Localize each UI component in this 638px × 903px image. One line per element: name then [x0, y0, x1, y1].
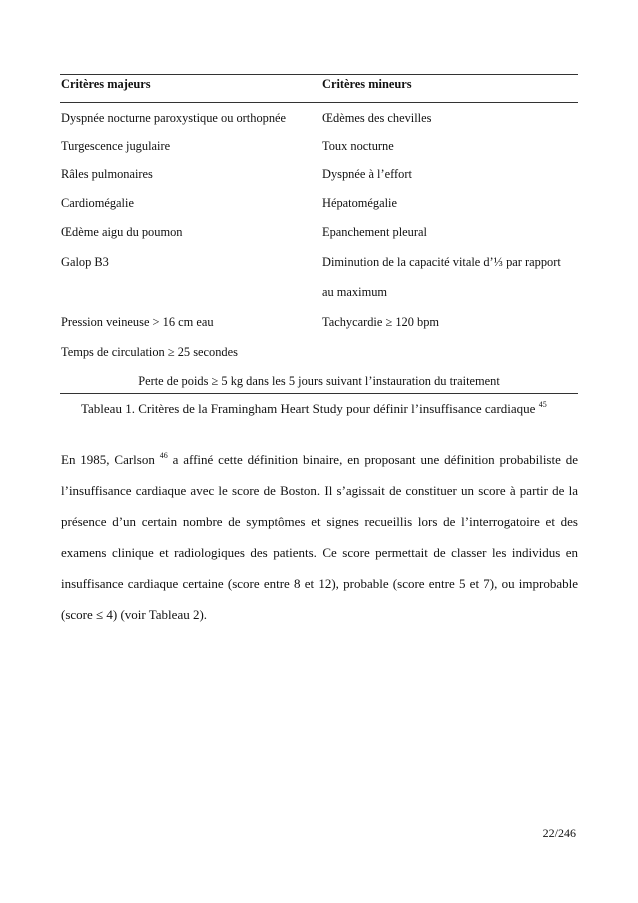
table-cell-minor: au maximum: [322, 285, 388, 299]
table-cell-major: Galop B3: [61, 255, 109, 269]
paragraph-lead: En 1985, Carlson: [61, 452, 155, 467]
caption-reference: 45: [538, 400, 547, 409]
table-cell-minor: Tachycardie ≥ 120 bpm: [322, 315, 440, 329]
table-cell-major: Temps de circulation ≥ 25 secondes: [61, 345, 238, 359]
paragraph-text: a affiné cette définition binaire, en proposant une définition probabiliste de l’insuffisance cardiaque avec le score de Boston. Il s’agissait de constituer un score à partir de la présence d’un certain nombre de symptômes et signes recueillis lors de l’interrogatoire et des examens clinique et radiologiques des patients. Ce score permettait de classer les individus en insuffisance cardiaque certaine (score entre 8 et 12), probable (score entre 5 et 7), ou improbable (score ≤ 4) (voir Tableau 2).: [61, 452, 579, 622]
table-cell-major: Râles pulmonaires: [61, 167, 153, 181]
table-cell-minor: Toux nocturne: [322, 139, 394, 153]
table-cell-minor: Diminution de la capacité vitale d’⅓ par rapport: [322, 255, 561, 269]
paragraph-reference: 46: [159, 451, 168, 460]
table-header-major: Critères majeurs: [61, 77, 151, 91]
table-caption: [81, 397, 547, 417]
caption-text: Tableau 1. Critères de la Framingham Heart Study pour définir l’insuffisance cardiaque: [81, 401, 536, 416]
table-cell-minor: Epanchement pleural: [322, 225, 427, 239]
table-cell-minor: Hépatomégalie: [322, 196, 397, 210]
table-cell-major: Turgescence jugulaire: [61, 139, 171, 153]
table-cell-major: Dyspnée nocturne paroxystique ou orthopnée: [61, 111, 287, 125]
table-top-rule: [60, 74, 578, 75]
table-footer-row: Perte de poids ≥ 5 kg dans les 5 jours suivant l’instauration du traitement: [138, 374, 500, 388]
table-cell-major: Œdème aigu du poumon: [61, 225, 183, 239]
table-cell-major: Cardiomégalie: [61, 196, 134, 210]
page-number: 22/246: [542, 826, 576, 840]
table-cell-minor: Dyspnée à l’effort: [322, 167, 412, 181]
body-paragraph: [61, 440, 578, 630]
table-cell-major: Pression veineuse > 16 cm eau: [61, 315, 214, 329]
table-cell-minor: Œdèmes des chevilles: [322, 111, 432, 125]
table-bottom-rule: [60, 393, 578, 394]
table-header-rule: [60, 102, 578, 103]
table-header-minor: Critères mineurs: [322, 77, 412, 91]
